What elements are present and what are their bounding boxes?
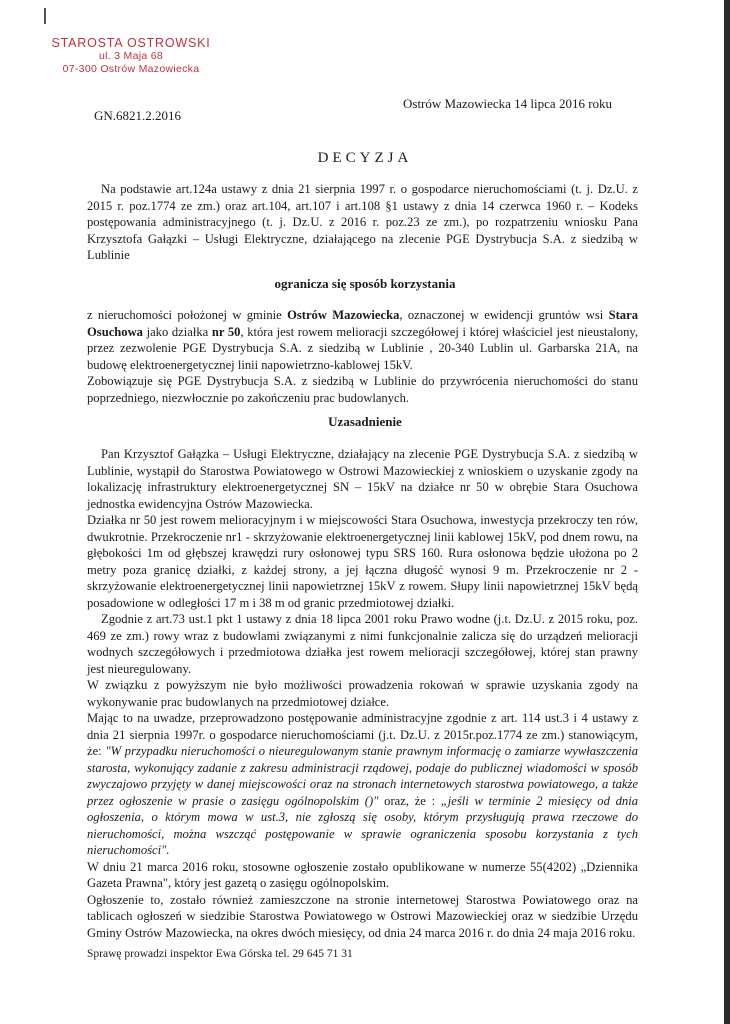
justification-paragraph-4: W związku z powyższym nie było możliwości prowadzenia rokowań w sprawie uzyskania zgody na wykonywanie prac budowlanych na przedmiotowej działce. <box>87 678 638 709</box>
decision-heading: ogranicza się sposób korzystania <box>274 276 456 291</box>
justification-paragraph-2: Działka nr 50 jest rowem melioracyjnym i w miejscowości Stara Osuchowa, inwestycja przekroczy ten rów, dwukrotnie. Przekroczenie nr1 - skrzyżowanie elektroenergetycznej linii kablowej 15kV, pod dnem rowu, na głębokości 1m od głębszej krawędzi rury osłonowej typu SRS 160. Rura osłonowa będzie ułożona po 2 metry poza granicę działki, z każdej strony, a jej łączna długość wynosi 9 m. Przekroczenie nr 2 - skrzyżowanie elektroenergetycznej linii napowietrznej 15kV z rowem. Słupy linii napowietrznej 15kV będą posadowione w odległości 17 m i 38 m od granic przedmiotowej działki. <box>87 513 638 610</box>
justification-paragraph-7: Ogłoszenie to, zostało również zamieszczone na stronie internetowej Starostwa Powiatowego oraz na tablicach ogłoszeń w siedzibie Starostwa Powiatowego w Ostrowi Mazowieckiej oraz w siedzibie Urzędu Gminy Ostrów Mazowiecka, na okres dwóch miesięcy, od dnia 24 marca 2016 r. do dnia 24 maja 2016 roku. <box>87 892 638 940</box>
gmina-name: Ostrów Mazowiecka <box>287 308 400 322</box>
stamp-street: ul. 3 Maja 68 <box>98 50 164 62</box>
justification-paragraph-1: Pan Krzysztof Gałązka – Usługi Elektryczne, działający na zlecenie PGE Dystrybucja S.A. z siedzibą w Lublinie, wystąpił do Starostwa Powiatowego w Ostrowi Mazowieckiej z wnioskiem o uzyskanie zgody na lokalizację infrastruktury elektroenergetycznej SN – 15kV na działce nr 50 w obrębie Stara Osuchowa jednostka ewidencyjna Ostrów Mazowiecka. <box>87 447 638 511</box>
case-officer-footer: Sprawę prowadzi inspektor Ewa Górska tel. 29 645 71 31 <box>87 948 353 960</box>
text-run: jako działka <box>142 324 212 339</box>
justification-paragraph-6: W dniu 21 marca 2016 roku, stosowne ogłoszenie zostało opublikowane w numerze 55(4202) „Dziennika Gazeta Prawna", który jest gazetą o zasięgu ogólnopolskim. <box>87 859 638 890</box>
text-run: z nieruchomości położonej w gminie <box>87 308 288 322</box>
case-reference: GN.6821.2.2016 <box>94 108 182 123</box>
scan-mark <box>44 8 46 24</box>
text-run: , która jest rowem melioracji szczegółowej i której właściciel jest nieustalony, przez zezwolenie PGE Dystrybucja S.A. z siedzibą w Lublinie , 20-340 Lublin ul. Garbarska 21A, na budowę elektroenergetycznej linii napowietrzno-kablowej 15kV. <box>87 324 638 372</box>
stamp-city: 07-300 Ostrów Mazowiecka <box>62 63 200 75</box>
document-title: DECYZJA <box>317 150 413 166</box>
decision-paragraph <box>87 307 638 373</box>
text-run: oraz, że : <box>378 793 441 808</box>
place-and-date: Ostrów Mazowiecka 14 lipca 2016 roku <box>403 96 613 111</box>
justification-body <box>87 446 638 941</box>
legal-quote: "W przypadku nieruchomości o nieuregulowanym stanie prawnym informację o zamiarze wywłaszczenia starosta, wykonujący zadanie z zakresu administracji rządowej, podaje do publicznej wiadomości w sposób zwyczajowo przyjęty w danej miejscowości oraz na stronach internetowych starostwa powiatowego, a także przez ogłoszenie w prasie o zasięgu ogólnopolskim ()" <box>87 744 639 808</box>
village-name: Stara Osuchowa <box>87 308 638 339</box>
decision-body <box>87 307 638 406</box>
intro-paragraph: Na podstawie art.124a ustawy z dnia 21 sierpnia 1997 r. o gospodarce nieruchomościami (t. j. Dz.U. z 2015 r. poz.1774 ze zm.) oraz art.104, art.107 i art.108 §1 ustawy z dnia 14 czerwca 1960 r. – Kodeks postępowania administracyjnego (t. j. Dz.U. z 2016 r. poz.23 ze zm.), po rozpatrzeniu wniosku Pana Krzysztofa Gałązki – Usługi Elektryczne, działającego na zlecenie PGE Dystrybucja S.A. z siedzibą w Lublinie <box>87 182 638 262</box>
text-run: , oznaczonej w ewidencji gruntów wsi <box>399 308 609 322</box>
stamp-title: STAROSTA OSTROWSKI <box>51 36 211 50</box>
legal-basis <box>87 181 638 264</box>
text-run: Mając to na uwadze, przeprowadzono postępowanie administracyjne zgodnie z art. 114 ust.3 i 4 ustawy z dnia 21 sierpnia 1997r. o gospodarce nieruchomościami (j.t. Dz.U. z 2015r.poz.1774 ze zm.) stanowiącym, że: <box>87 711 638 758</box>
plot-number: nr 50 <box>211 324 241 339</box>
office-stamp <box>46 36 216 76</box>
justification-paragraph-3: Zgodnie z art.73 ust.1 pkt 1 ustawy z dnia 18 lipca 2001 roku Prawo wodne (j.t. Dz.U. z 2015 roku, poz. 469 ze zm.) rowy wraz z budowlami związanymi z nimi funkcjonalnie zalicza się do urządzeń melioracji wodnych szczegółowych i przedmiotowa działka jest rowem melioracji szczegółowej, której stan prawny jest nieuregulowany. <box>87 612 638 676</box>
justification-heading: Uzasadnienie <box>328 414 402 429</box>
justification-paragraph-5 <box>87 710 638 859</box>
obligation-paragraph: Zobowiązuje się PGE Dystrybucja S.A. z siedzibą w Lublinie do przywrócenia nieruchomości do stanu poprzedniego, niezwłocznie po zakończeniu prac budowlanych. <box>87 374 638 405</box>
legal-quote: „jeśli w terminie 2 miesięcy od dnia ogłoszenia, o którym mowa w ust.3, nie zgłoszą się osoby, którym przysługują prawa rzeczowe do nieruchomości, można wszcząć postępowanie w sprawie ograniczenia sposobu korzystania z tych nieruchomości". <box>87 793 638 857</box>
